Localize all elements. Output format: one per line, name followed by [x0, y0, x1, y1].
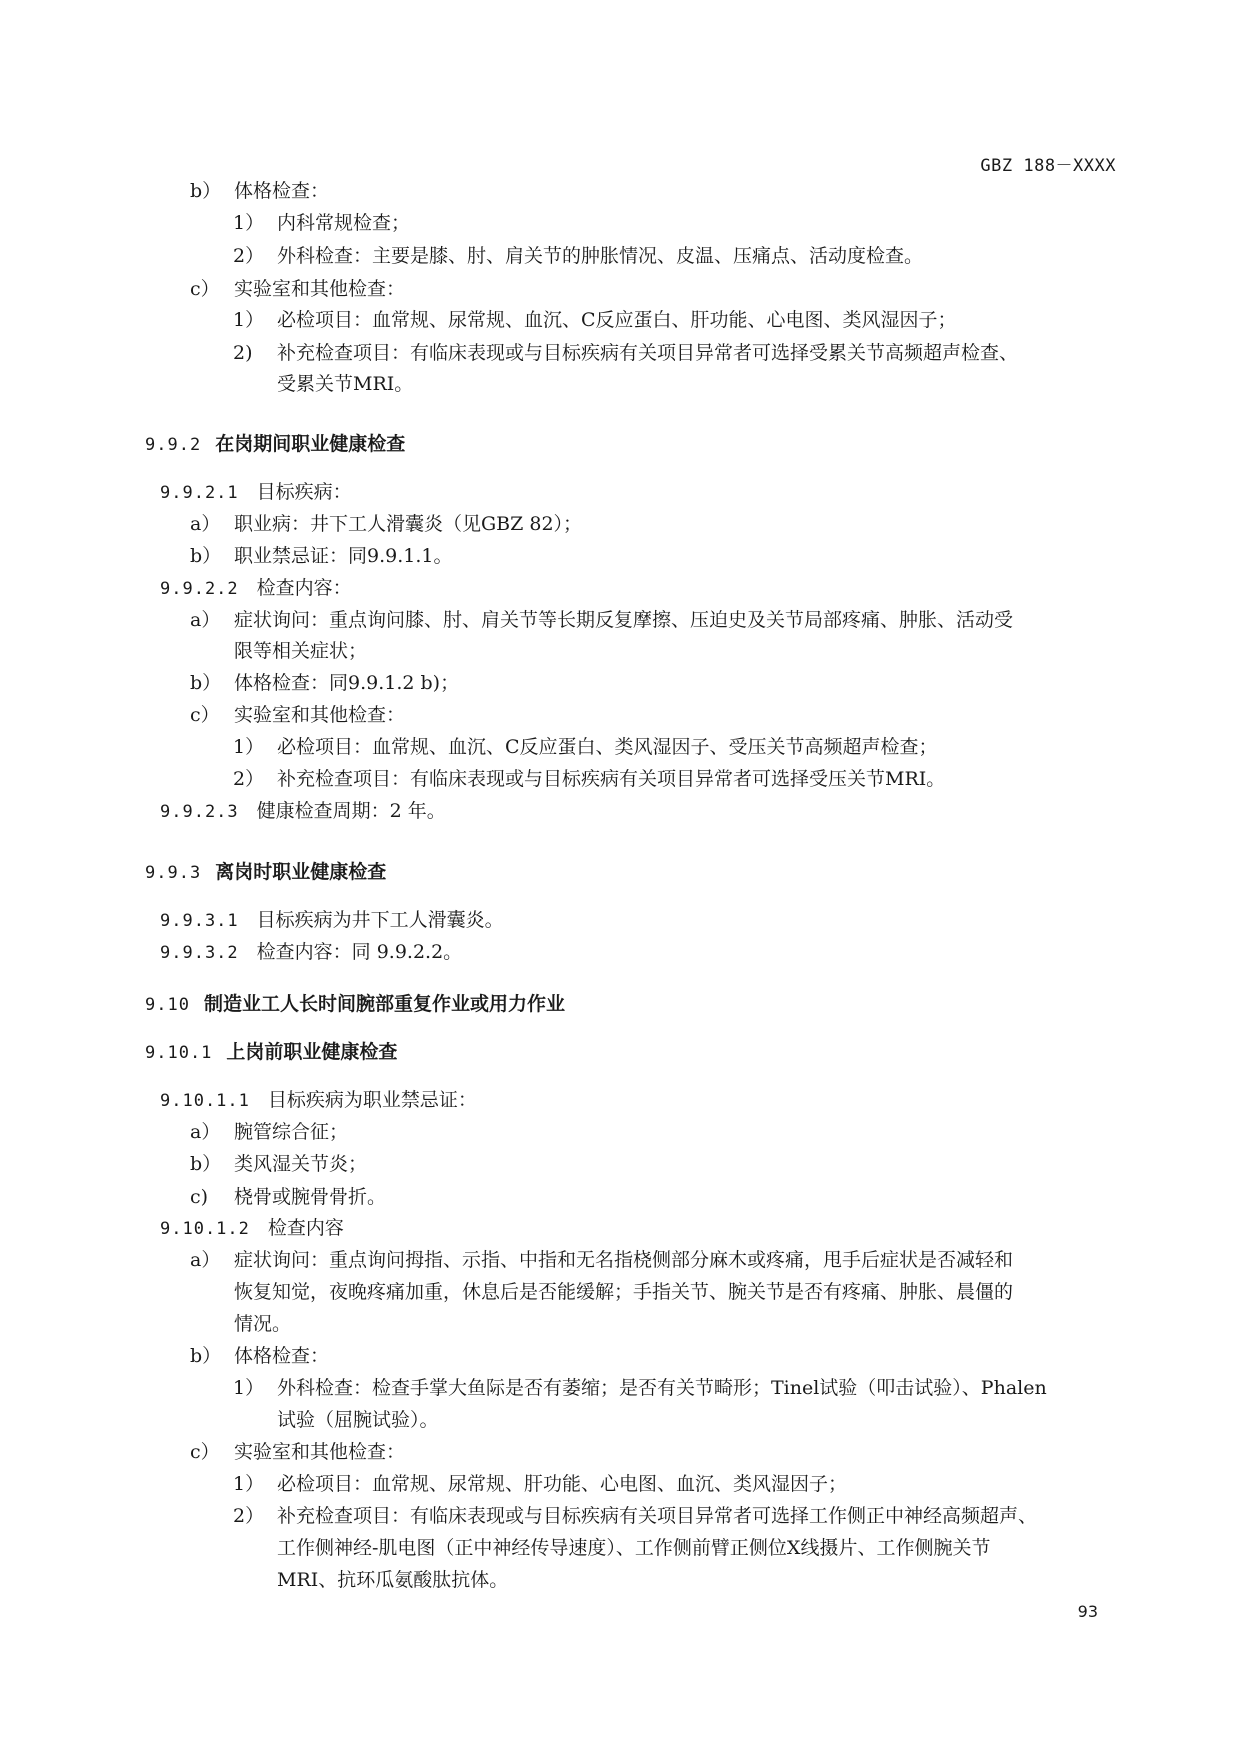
list-item: a） 腕管综合征； — [190, 1121, 349, 1143]
list-item-continuation: 工作侧神经-肌电图（正中神经传导速度）、工作侧前臂正侧位X线摄片、工作侧腕关节 — [277, 1537, 991, 1559]
list-item: 1） 外科检查：检查手掌大鱼际是否有萎缩；是否有关节畸形；Tinel试验（叩击试验）、Phalen — [233, 1377, 1047, 1399]
clause: 9.9.2.2 检查内容： — [160, 577, 352, 599]
clause: 9.9.2.1 目标疾病： — [160, 481, 352, 503]
list-item-continuation: 受累关节MRI。 — [277, 373, 414, 395]
clause: 9.9.3.2 检查内容：同 9.9.2.2。 — [160, 941, 463, 963]
list-item-continuation: 恢复知觉，夜晚疼痛加重，休息后是否能缓解；手指关节、腕关节是否有疼痛、肿胀、晨僵的 — [234, 1281, 1014, 1303]
list-item-continuation: 试验（屈腕试验）。 — [277, 1409, 439, 1431]
list-item: b） 类风湿关节炎； — [190, 1153, 368, 1175]
clause: 9.10.1.2 检查内容 — [160, 1217, 344, 1239]
list-item: 1） 必检项目：血常规、血沉、C反应蛋白、类风湿因子、受压关节高频超声检查； — [233, 736, 938, 758]
section-heading: 9.10.1 上岗前职业健康检查 — [145, 1041, 398, 1063]
list-item-continuation: 限等相关症状； — [234, 640, 368, 662]
list-item: 1） 必检项目：血常规、尿常规、血沉、C反应蛋白、肝功能、心电图、类风湿因子； — [233, 309, 957, 331]
document-code-header: GBZ 188－XXXX — [980, 156, 1116, 176]
list-item: b） 体格检查：同9.9.1.2 b)； — [190, 672, 460, 694]
list-item-continuation: MRI、抗环瓜氨酸肽抗体。 — [277, 1569, 509, 1591]
list-item: 1） 内科常规检查； — [233, 212, 411, 234]
section-heading: 9.9.2 在岗期间职业健康检查 — [145, 433, 406, 455]
list-item: a） 职业病：井下工人滑囊炎（见GBZ 82）； — [190, 513, 583, 535]
list-item: c) 桡骨或腕骨骨折。 — [190, 1186, 387, 1208]
clause: 9.9.2.3 健康检查周期：2 年。 — [160, 800, 446, 822]
list-item: c） 实验室和其他检查： — [190, 704, 406, 726]
clause: 9.10.1.1 目标疾病为职业禁忌证： — [160, 1089, 477, 1111]
list-item: c） 实验室和其他检查： — [190, 1441, 406, 1463]
section-heading: 9.10 制造业工人长时间腕部重复作业或用力作业 — [145, 993, 565, 1015]
list-item: b） 体格检查： — [190, 1345, 330, 1367]
list-item: 2） 补充检查项目：有临床表现或与目标疾病有关项目异常者可选择受压关节MRI。 — [233, 768, 946, 790]
page-number: 93 — [1077, 1602, 1098, 1621]
list-item: 1） 必检项目：血常规、尿常规、肝功能、心电图、血沉、类风湿因子； — [233, 1473, 848, 1495]
list-item: 2） 外科检查：主要是膝、肘、肩关节的肿胀情况、皮温、压痛点、活动度检查。 — [233, 245, 924, 267]
list-item: c） 实验室和其他检查： — [190, 278, 406, 300]
list-item: a） 症状询问：重点询问膝、肘、肩关节等长期反复摩擦、压迫史及关节局部疼痛、肿胀、活动受 — [190, 609, 1014, 631]
list-item: a） 症状询问：重点询问拇指、示指、中指和无名指桡侧部分麻木或疼痛，甩手后症状是否减轻和 — [190, 1249, 1014, 1271]
list-item: b） 职业禁忌证：同9.9.1.1。 — [190, 545, 453, 567]
list-item: 2） 补充检查项目：有临床表现或与目标疾病有关项目异常者可选择工作侧正中神经高频超声、 — [233, 1505, 1038, 1527]
list-item-continuation: 情况。 — [234, 1313, 292, 1335]
list-item: 2) 补充检查项目：有临床表现或与目标疾病有关项目异常者可选择受累关节高频超声检查、 — [233, 342, 1019, 364]
clause: 9.9.3.1 目标疾病为井下工人滑囊炎。 — [160, 909, 504, 931]
section-heading: 9.9.3 离岗时职业健康检查 — [145, 861, 387, 883]
list-item: b） 体格检查： — [190, 180, 330, 202]
